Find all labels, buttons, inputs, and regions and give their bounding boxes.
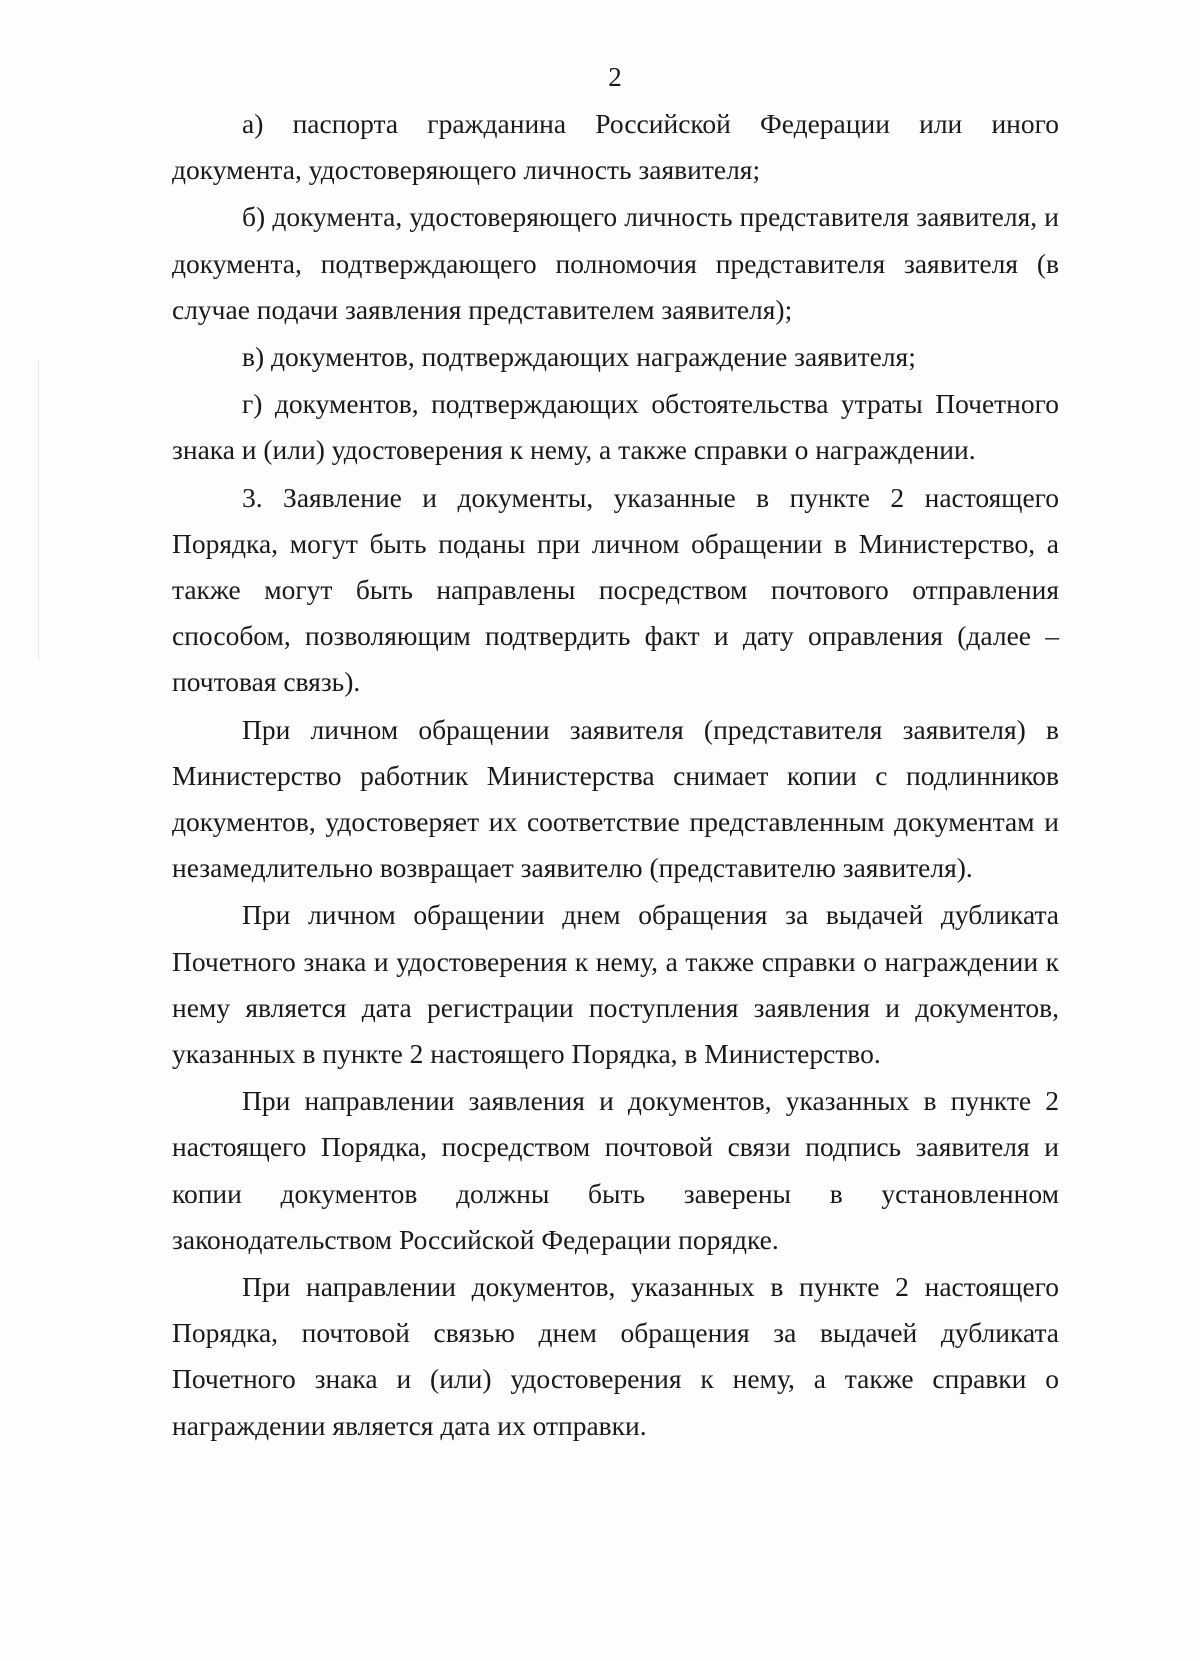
paragraph-personal-visit: При личном обращении заявителя (представителя заявителя) в Министерство работник Министерства снимает копии с подлинников документов, удостоверяет их соответствие представленным документам и незамедлительно возвращает заявителю (представителю заявителя).: [172, 713, 1059, 884]
page-number: 2: [608, 62, 622, 92]
paragraph-personal-visit-date: При личном обращении днем обращения за выдачей дубликата Почетного знака и удостоверения к нему, а также справки о награждении к нему является дата регистрации поступления заявления и документов, указанных в пункте 2 настоящего Порядка, в Министерство.: [172, 899, 1059, 1070]
document-body: [172, 101, 1059, 1450]
paragraph-item-g: г) документов, подтверждающих обстоятельства утраты Почетного знака и (или) удостоверения к нему, а также справки о награждении.: [172, 388, 1059, 466]
scan-artifact-line: [38, 360, 39, 660]
paragraph-clause-3: 3. Заявление и документы, указанные в пункте 2 настоящего Порядка, могут быть поданы при личном обращении в Министерство, а также могут быть направлены посредством почтового отправления способом, позволяющим подтвердить факт и дату оправления (далее – почтовая связь).: [172, 481, 1059, 698]
paragraph-item-a: а) паспорта гражданина Российской Федерации или иного документа, удостоверяющего личность заявителя;: [172, 108, 1059, 186]
paragraph-postal-submission: При направлении заявления и документов, указанных в пункте 2 настоящего Порядка, посредством почтовой связи подпись заявителя и копии документов должны быть заверены в установленном законодательством Российской Федерации порядке.: [172, 1085, 1059, 1255]
paragraph-item-b: б) документа, удостоверяющего личность представителя заявителя, и документа, подтверждающего полномочия представителя заявителя (в случае подачи заявления представителем заявителя);: [172, 201, 1059, 325]
paragraph-postal-date: При направлении документов, указанных в пункте 2 настоящего Порядка, почтовой связью днем обращения за выдачей дубликата Почетного знака и (или) удостоверения к нему, а также справки о награждении является дата их отправки.: [172, 1271, 1059, 1441]
paragraph-item-v: в) документов, подтверждающих награждение заявителя;: [242, 341, 916, 373]
